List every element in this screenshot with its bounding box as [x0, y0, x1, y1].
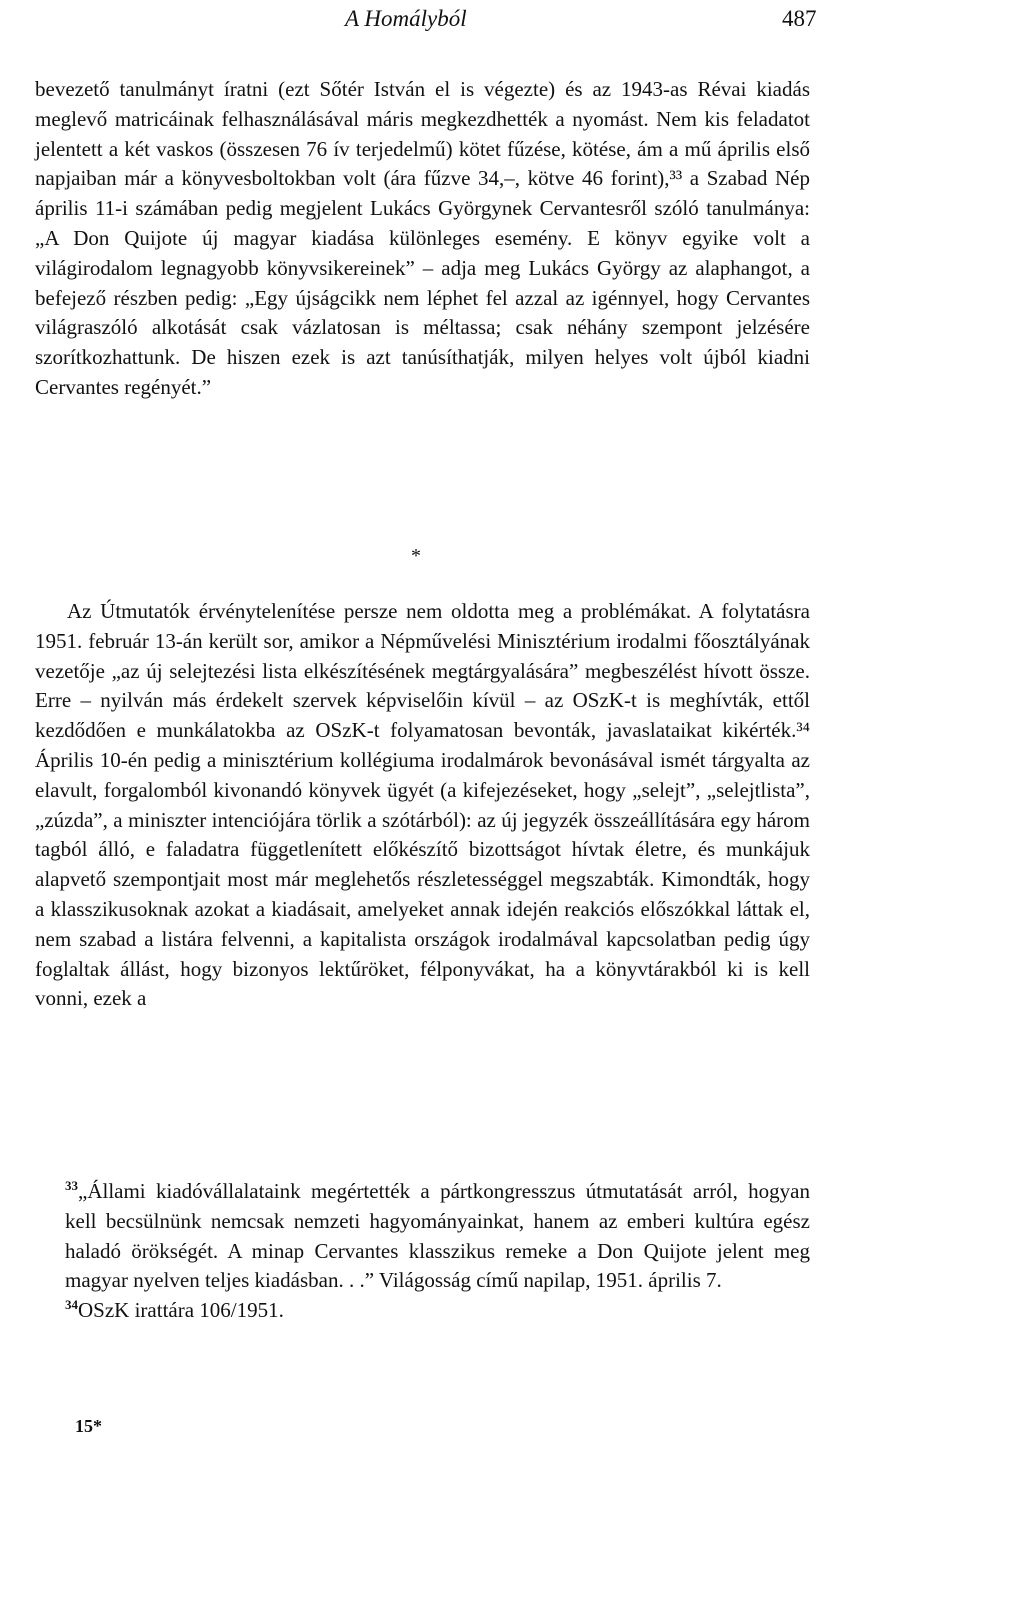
- body-paragraph-1: bevezető tanulmányt íratni (ezt Sőtér István el is végezte) és az 1943-as Révai kiadás meglevő matricáinak felhasználásával máris megkezdhették a nyomást. Nem kis feladatot jelentett a két vaskos (összesen 76 ív terjedelmű) kötet fűzése, kötése, ám a mű április első napjaiban már a könyvesboltokban volt (ára fűzve 34,–, kötve 46 forint),³³ a Szabad Nép április 11-i számában pedig megjelent Lukács Györgynek Cervantesről szóló tanulmánya: „A Don Quijote új magyar kiadása különleges esemény. E könyv egyike volt a világirodalom legnagyobb könyvsikereinek” – adja meg Lukács György az alaphangot, a befejező részben pedig: „Egy újságcikk nem léphet fel azzal az igénnyel, hogy Cervantes világraszóló alkotását csak vázlatosan is méltassa; csak néhány szempont jelzésére szorítkozhattunk. De hiszen ezek is azt tanúsíthatják, milyen helyes volt újból kiadni Cervantes regényét.”: [35, 77, 810, 399]
- footnote-34-number: 34: [65, 1297, 78, 1313]
- running-head: [0, 6, 1024, 40]
- body-paragraph-2: Az Útmutatók érvénytelenítése persze nem oldotta meg a problémákat. A folytatásra 1951. február 13-án került sor, amikor a Népművelési Minisztérium irodalmi főosztályának vezetője „az új selejtezési lista elkészítésének megtárgyalására” megbeszélést hívott össze. Erre – nyilván más érdekelt szervek képviselőin kívül – az OSzK-t is meghívták, ettől kezdődően e munkálatokba az OSzK-t folyamatosan bevonták, javaslataikat kikérték.³⁴ Április 10-én pedig a minisztérium kollégiuma irodalmárok bevonásával ismét tárgyalta az elavult, forgalomból kivonandó könyvek ügyét (a kifejezéseket, hogy „selejt”, „selejtlista”, „zúzda”, a miniszter intenciójára törlik a szótárból): az új jegyzék összeállítására egy három tagból álló, e faladatra függetlenített előkészítő bizottságot hívtak életre, és munkájuk alapvető szempontjait most már meglehetős részletességgel megszabták. Kimondták, hogy a klasszikusoknak azokat a kiadásait, amelyeket annak idején reakciós előszókkal láttak el, nem szabad a listára felvenni, a kapitalista országok irodalmával kapcsolatban pedig úgy foglaltak állást, hogy bizonyos lektűröket, félponyvákat, ha a könyvtárakból ki is kell vonni, ezek a: [35, 599, 810, 1011]
- footnote-33-number: 33: [65, 1178, 78, 1193]
- footnote-34: [65, 1296, 810, 1326]
- page-number: 487: [782, 6, 817, 31]
- footnote-33: [65, 1177, 810, 1296]
- section-separator: *: [411, 545, 421, 567]
- signature-mark: 15*: [75, 1416, 102, 1436]
- footnotes: [65, 1177, 810, 1326]
- running-title: A Homályból: [345, 6, 467, 31]
- footnote-33-text: „Állami kiadóvállalataink megértették a pártkongresszus útmutatását arról, hogyan kell becsülnünk nemcsak nemzeti hagyományainkat, hanem az emberi kultúra egész haladó örökségét. A minap Cervantes klasszikus remeke a Don Quijote jelent meg magyar nyelven teljes kiadásban. . .” Világosság című napilap, 1951. április 7.: [65, 1179, 810, 1293]
- footnote-34-text: OSzK irattára 106/1951.: [78, 1298, 284, 1323]
